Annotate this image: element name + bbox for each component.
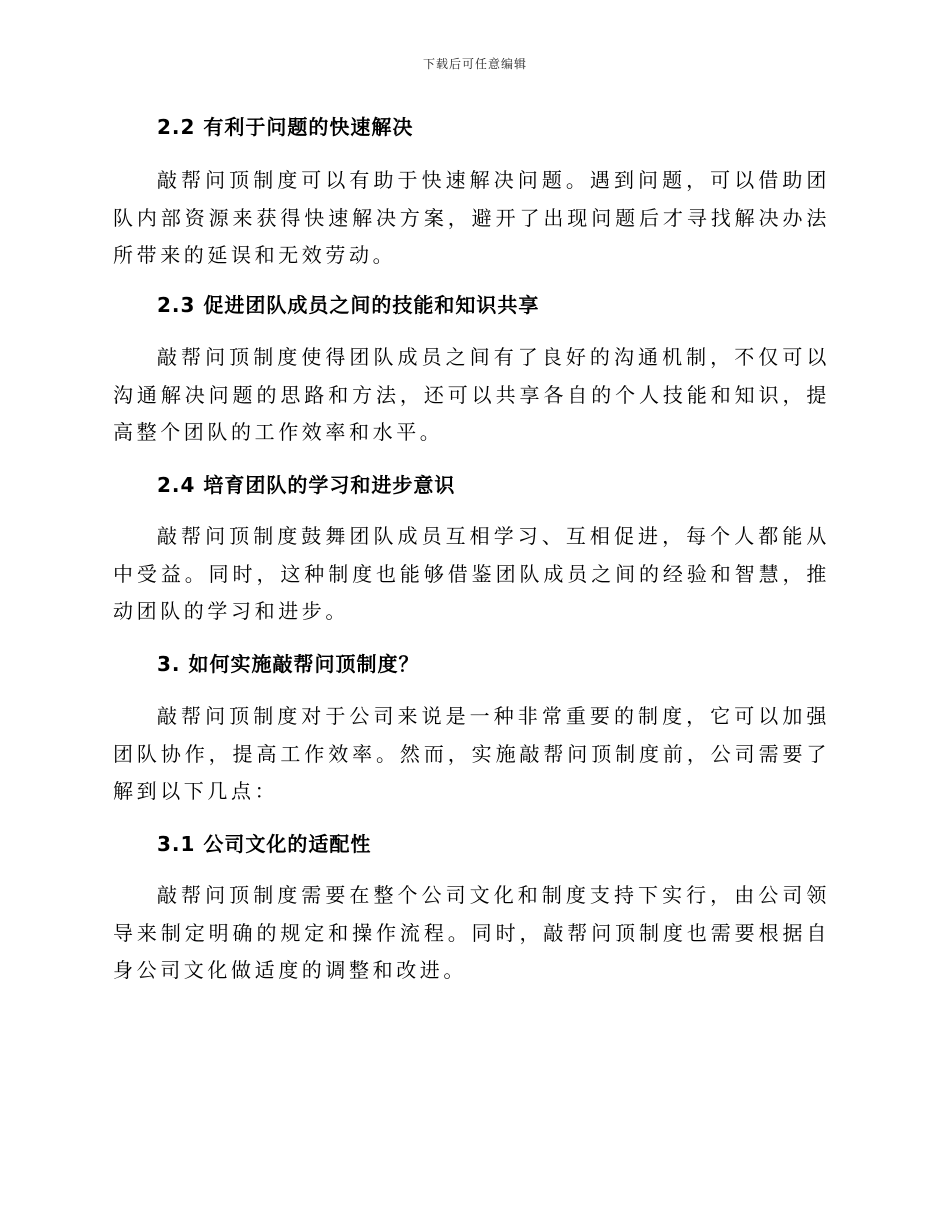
section-heading-2-3: 2.3 促进团队成员之间的技能和知识共享 bbox=[157, 293, 540, 317]
section-heading-2-2: 2.2 有利于问题的快速解决 bbox=[157, 115, 414, 139]
section-heading-2-4: 2.4 培育团队的学习和进步意识 bbox=[157, 473, 456, 497]
section-body-2-4: 敲帮问顶制度鼓舞团队成员互相学习、互相促进，每个人都能从中受益。同时，这种制度也能够借鉴团队成员之间的经验和智慧，推动团队的学习和进步。 bbox=[113, 524, 830, 623]
page-header: 下载后可任意编辑 bbox=[422, 57, 527, 71]
section-body-2-3: 敲帮问顶制度使得团队成员之间有了良好的沟通机制，不仅可以沟通解决问题的思路和方法，还可以共享各自的个人技能和知识，提高整个团队的工作效率和水平。 bbox=[113, 345, 830, 444]
section-body-2-2: 敲帮问顶制度可以有助于快速解决问题。遇到问题，可以借助团队内部资源来获得快速解决方案，避开了出现问题后才寻找解决办法所带来的延误和无效劳动。 bbox=[113, 168, 830, 267]
section-body-3-1: 敲帮问顶制度需要在整个公司文化和制度支持下实行，由公司领导来制定明确的规定和操作流程。同时，敲帮问顶制度也需要根据自身公司文化做适度的调整和改进。 bbox=[113, 883, 830, 982]
section-body-3: 敲帮问顶制度对于公司来说是一种非常重要的制度，它可以加强团队协作，提高工作效率。然而，实施敲帮问顶制度前，公司需要了解到以下几点： bbox=[113, 704, 830, 803]
section-heading-3-1: 3.1 公司文化的适配性 bbox=[157, 832, 372, 856]
section-heading-3: 3. 如何实施敲帮问顶制度？ bbox=[157, 652, 420, 676]
